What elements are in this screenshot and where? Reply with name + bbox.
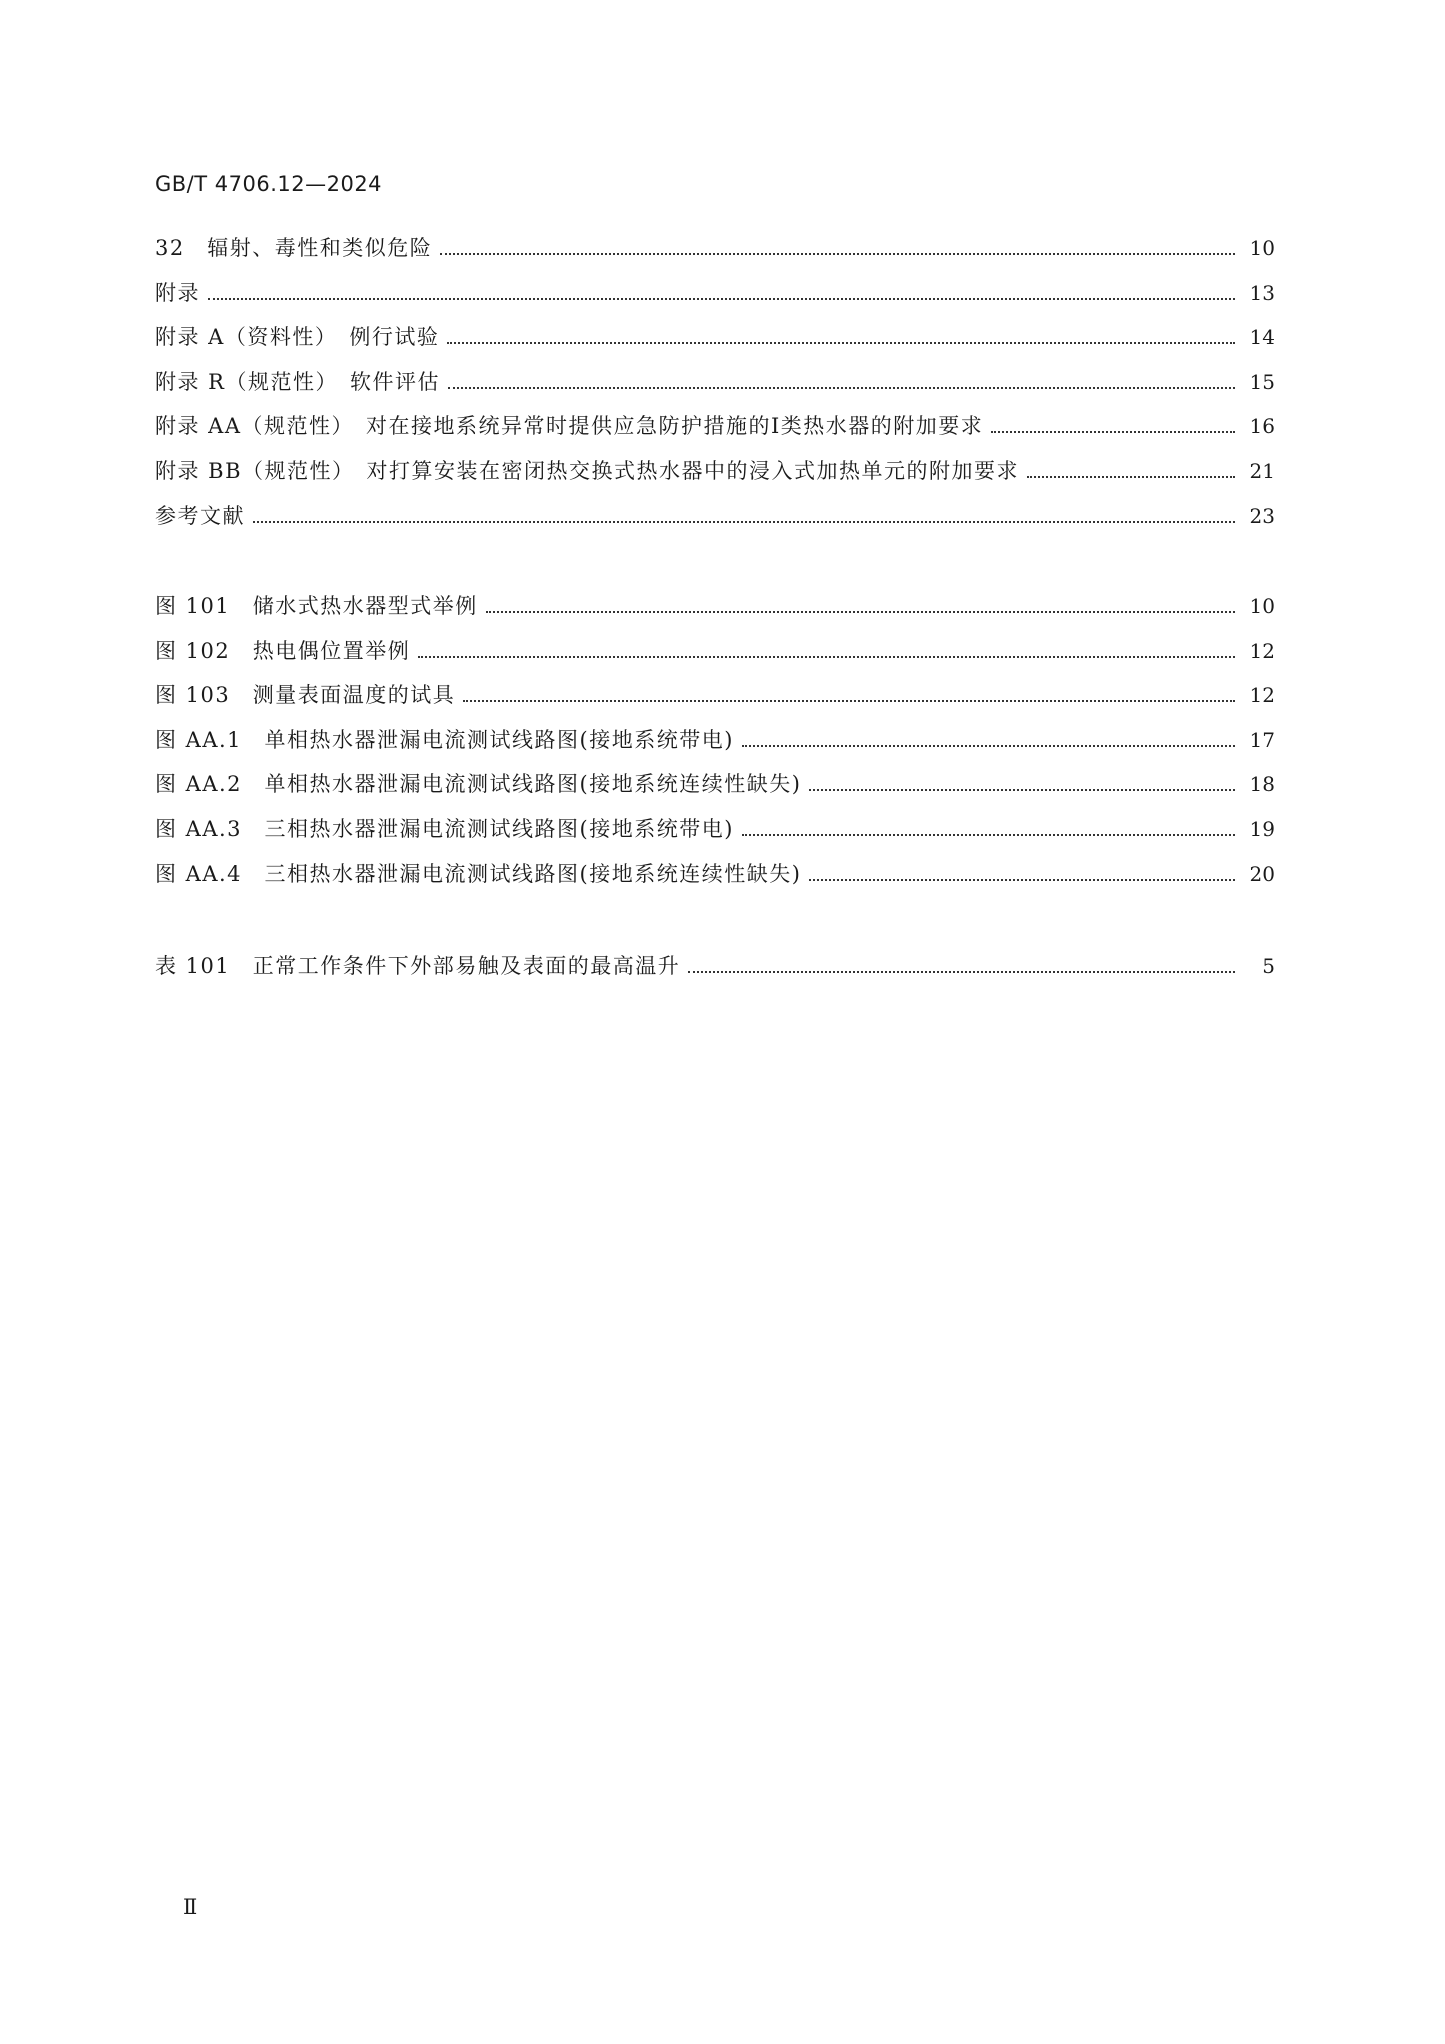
toc-entry[interactable] — [155, 768, 1275, 813]
toc-entry-label: 图 AA.4 三相热水器泄漏电流测试线路图(接地系统连续性缺失) — [155, 861, 802, 886]
toc-entry[interactable] — [155, 366, 1275, 411]
toc-figures — [155, 590, 1275, 902]
dot-leader — [809, 789, 1235, 791]
toc-entry-page: 13 — [1249, 280, 1275, 305]
toc-entry-label: 附录 — [155, 280, 200, 305]
toc-entry-label: 附录 BB（规范性） 对打算安装在密闭热交换式热水器中的浸入式加热单元的附加要求 — [155, 458, 1020, 483]
toc-entry-page: 15 — [1249, 369, 1275, 394]
dot-leader — [440, 253, 1235, 255]
toc-entry[interactable] — [155, 232, 1275, 277]
dot-leader — [742, 745, 1235, 747]
toc-entry-page: 10 — [1249, 236, 1275, 260]
toc-entry[interactable] — [155, 724, 1275, 769]
dot-leader — [418, 656, 1235, 658]
toc-entry[interactable] — [155, 277, 1275, 322]
dot-leader — [253, 521, 1235, 523]
toc-entry-label: 图 AA.1 单相热水器泄漏电流测试线路图(接地系统带电) — [155, 727, 734, 752]
toc-entry-label: 图 102 热电偶位置举例 — [155, 638, 411, 663]
toc-entry-page: 16 — [1249, 414, 1275, 439]
toc-entry[interactable] — [155, 321, 1275, 366]
dot-leader — [448, 387, 1235, 389]
toc-entry-label: 附录 A（资料性） 例行试验 — [155, 325, 440, 350]
dot-leader — [742, 834, 1235, 836]
toc-entry[interactable] — [155, 455, 1275, 500]
toc-entry-page: 19 — [1249, 816, 1275, 841]
toc-entry-page: 23 — [1249, 503, 1275, 528]
toc-entry[interactable] — [155, 635, 1275, 680]
toc-entry[interactable] — [155, 813, 1275, 858]
toc-entry-label: 图 103 测量表面温度的试具 — [155, 683, 456, 708]
dot-leader — [463, 700, 1235, 702]
dot-leader — [208, 298, 1235, 300]
dot-leader — [486, 611, 1235, 613]
toc-entry-page: 5 — [1262, 954, 1275, 978]
standard-number: GB/T 4706.12—2024 — [155, 172, 383, 196]
toc-entry-page: 14 — [1249, 325, 1275, 350]
dot-leader — [991, 431, 1235, 433]
toc-entry[interactable] — [155, 858, 1275, 903]
toc-tables — [155, 950, 1275, 995]
toc-entry-label: 图 AA.2 单相热水器泄漏电流测试线路图(接地系统连续性缺失) — [155, 772, 802, 797]
dot-leader — [809, 879, 1235, 881]
toc-entry[interactable] — [155, 590, 1275, 635]
dot-leader — [447, 342, 1235, 344]
toc-entry-label: 表 101 正常工作条件下外部易触及表面的最高温升 — [155, 954, 681, 978]
toc-main — [155, 232, 1275, 544]
toc-entry-page: 21 — [1249, 458, 1275, 483]
toc-entry-label: 附录 R（规范性） 软件评估 — [155, 369, 440, 394]
toc-entry-label: 图 101 储水式热水器型式举例 — [155, 594, 478, 618]
toc-entry[interactable] — [155, 500, 1275, 545]
toc-entry[interactable] — [155, 950, 1275, 995]
toc-entry-page: 17 — [1249, 727, 1275, 752]
toc-entry-label: 参考文献 — [155, 503, 245, 528]
toc-entry-page: 12 — [1249, 683, 1275, 708]
toc-entry-label: 附录 AA（规范性） 对在接地系统异常时提供应急防护措施的Ⅰ类热水器的附加要求 — [155, 414, 984, 439]
toc-entry-page: 12 — [1249, 638, 1275, 663]
toc-entry[interactable] — [155, 410, 1275, 455]
toc-entry-label: 32 辐射、毒性和类似危险 — [155, 236, 433, 260]
page-number: Ⅱ — [183, 1895, 198, 1919]
toc-entry[interactable] — [155, 679, 1275, 724]
dot-leader — [688, 971, 1235, 973]
toc-entry-page: 20 — [1249, 861, 1275, 886]
toc-entry-page: 10 — [1249, 594, 1275, 618]
dot-leader — [1027, 476, 1235, 478]
toc-entry-page: 18 — [1249, 772, 1275, 797]
toc-entry-label: 图 AA.3 三相热水器泄漏电流测试线路图(接地系统带电) — [155, 816, 734, 841]
